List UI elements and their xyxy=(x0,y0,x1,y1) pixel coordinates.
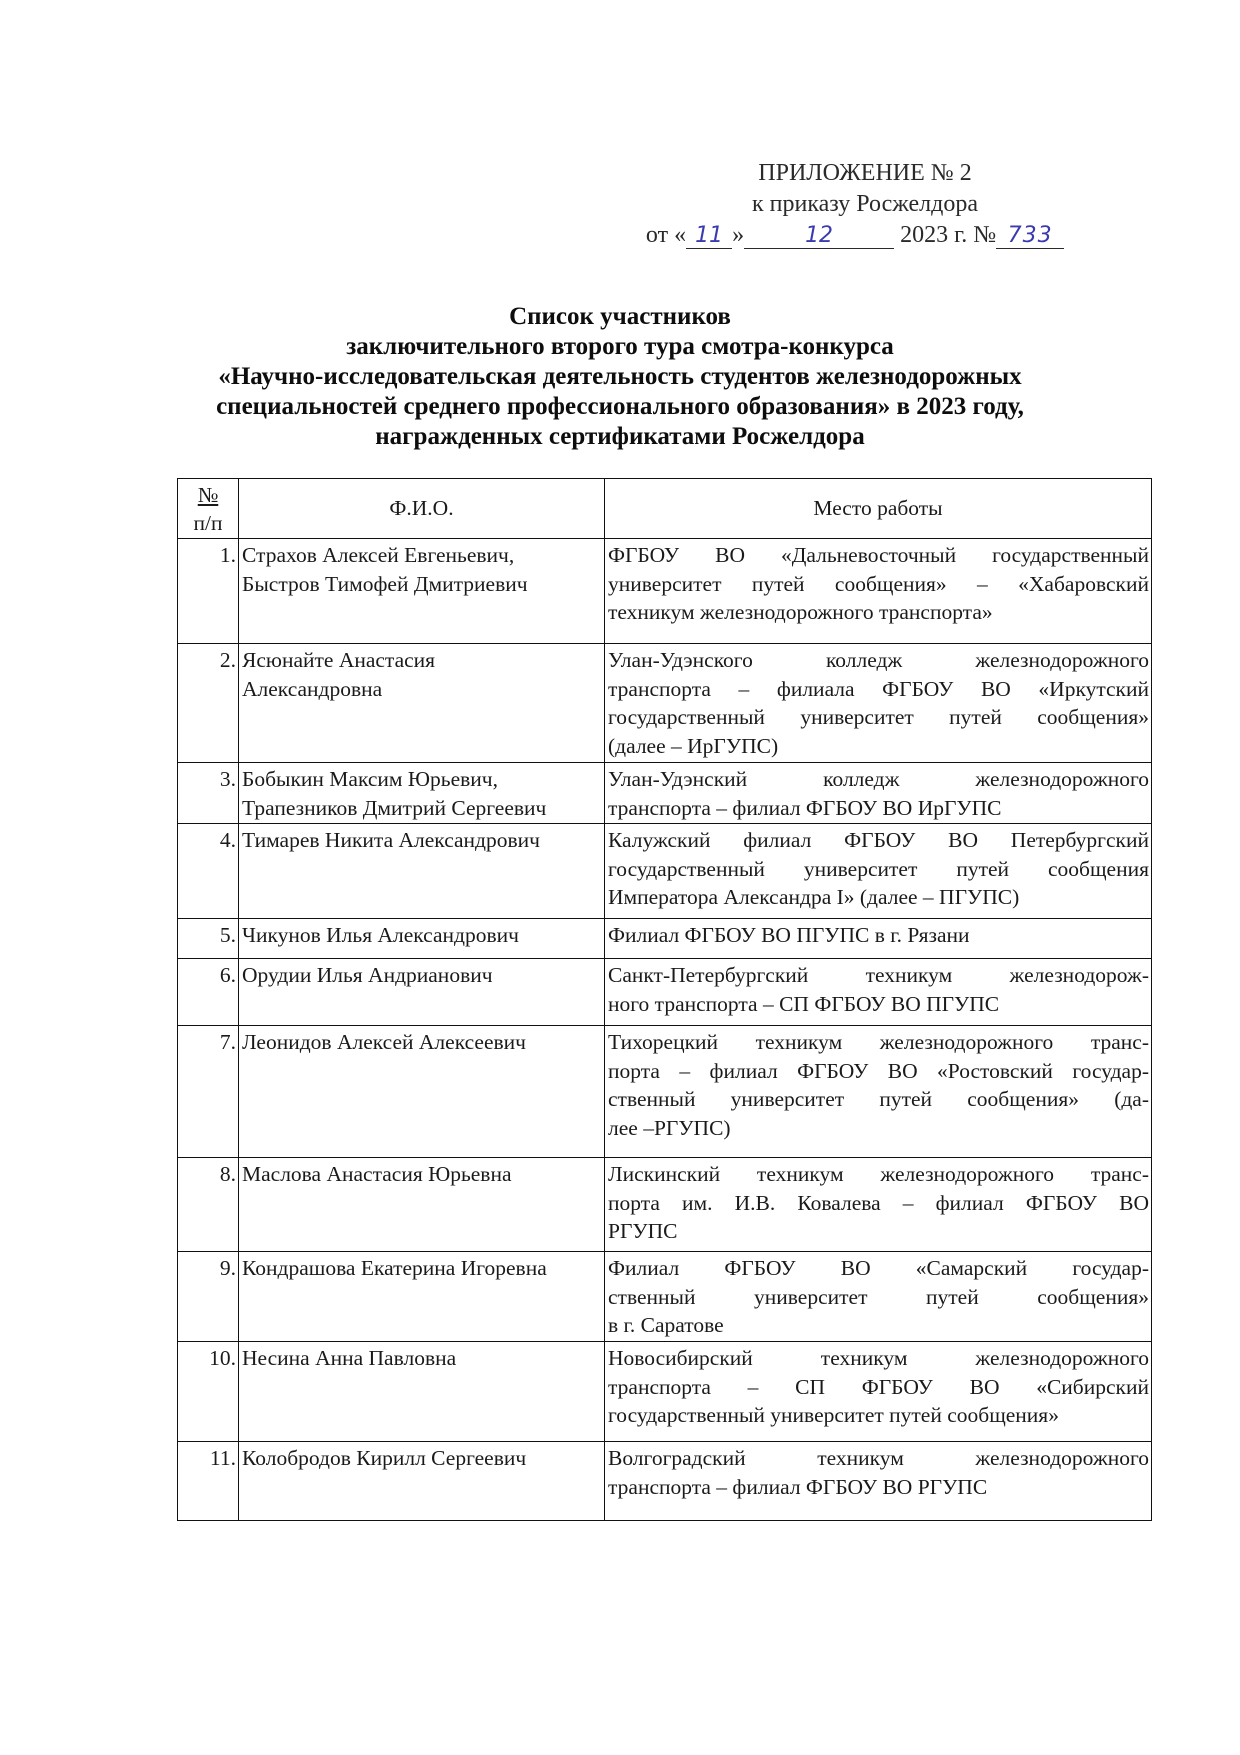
row-workplace: Санкт-Петербургский техникум железнодорож- ного транспорта – СП ФГБОУ ВО ПГУПС xyxy=(605,959,1152,1026)
row-name: Орудии Илья Андрианович xyxy=(239,959,605,1026)
row-name: Леонидов Алексей Алексеевич xyxy=(239,1026,605,1158)
handwritten-order-number: 733 xyxy=(996,224,1064,249)
row-number: 7. xyxy=(178,1026,239,1158)
row-workplace: Улан-Удэнского колледж железнодорожного транспорта – филиала ФГБОУ ВО «Иркутский государственный университет путей сообщения» (далее – ИрГУПС) xyxy=(605,644,1152,763)
row-number: 2. xyxy=(178,644,239,763)
row-workplace: ФГБОУ ВО «Дальневосточный государственный университет путей сообщения» – «Хабаровский техникум железнодорожного транспорта» xyxy=(605,539,1152,644)
row-name: Чикунов Илья Александрович xyxy=(239,919,605,959)
year-text: 2023 г. № xyxy=(900,222,997,248)
table-row xyxy=(178,1442,1152,1521)
appendix-title: ПРИЛОЖЕНИЕ № 2 xyxy=(758,160,972,186)
row-number: 11. xyxy=(178,1442,239,1521)
table-row xyxy=(178,644,1152,763)
table-row xyxy=(178,1026,1152,1158)
title-line: Список участников xyxy=(509,303,731,330)
row-name: Несина Анна Павловна xyxy=(239,1342,605,1442)
title-line: награжденных сертификатами Росжелдора xyxy=(375,423,865,450)
row-name: Бобыкин Максим Юрьевич, Трапезников Дмитрий Сергеевич xyxy=(239,763,605,824)
row-workplace: Филиал ФГБОУ ВО ПГУПС в г. Рязани xyxy=(605,919,1152,959)
header-full-name: Ф.И.О. xyxy=(239,479,605,539)
row-number: 1. xyxy=(178,539,239,644)
title-line: специальностей среднего профессионального образования» в 2023 году, xyxy=(216,393,1024,420)
row-name: Страхов Алексей Евгеньевич, Быстров Тимофей Дмитриевич xyxy=(239,539,605,644)
table-row xyxy=(178,539,1152,644)
table-row xyxy=(178,959,1152,1026)
handwritten-day: 11 xyxy=(686,224,732,249)
row-name: Кондрашова Екатерина Игоревна xyxy=(239,1252,605,1342)
row-workplace: Лискинский техникум железнодорожного транс- порта им. И.В. Ковалева – филиал ФГБОУ ВО РГУПС xyxy=(605,1158,1152,1252)
row-number: 5. xyxy=(178,919,239,959)
row-number: 10. xyxy=(178,1342,239,1442)
order-date-line xyxy=(640,220,1090,251)
date-day-suffix: » xyxy=(732,222,745,248)
table-row xyxy=(178,763,1152,824)
row-workplace: Новосибирский техникум железнодорожного транспорта – СП ФГБОУ ВО «Сибирский государственный университет путей сообщения» xyxy=(605,1342,1152,1442)
row-name: Тимарев Никита Александрович xyxy=(239,824,605,919)
row-workplace: Тихорецкий техникум железнодорожного транс- порта – филиал ФГБОУ ВО «Ростовский государ- ственный университет путей сообщения» (да- лее –РГУПС) xyxy=(605,1026,1152,1158)
table-row xyxy=(178,1252,1152,1342)
row-workplace: Улан-Удэнский колледж железнодорожного транспорта – филиал ФГБОУ ВО ИрГУПС xyxy=(605,763,1152,824)
row-name: Маслова Анастасия Юрьевна xyxy=(239,1158,605,1252)
document-title xyxy=(150,302,1090,452)
row-number: 4. xyxy=(178,824,239,919)
row-number: 6. xyxy=(178,959,239,1026)
row-workplace: Филиал ФГБОУ ВО «Самарский государ- ственный университет путей сообщения» в г. Саратове xyxy=(605,1252,1152,1342)
table-row xyxy=(178,824,1152,919)
appendix-header xyxy=(640,158,1090,251)
row-number: 3. xyxy=(178,763,239,824)
header-number: № п/п xyxy=(178,479,239,539)
header-workplace: Место работы xyxy=(605,479,1152,539)
row-workplace: Калужский филиал ФГБОУ ВО Петербургский государственный университет путей сообщения Императора Александра I» (далее – ПГУПС) xyxy=(605,824,1152,919)
table-row xyxy=(178,1158,1152,1252)
row-number: 8. xyxy=(178,1158,239,1252)
participants-table xyxy=(177,478,1152,1521)
table-row xyxy=(178,1342,1152,1442)
row-name: Ясюнайте Анастасия Александровна xyxy=(239,644,605,763)
title-line: заключительного второго тура смотра-конкурса xyxy=(346,333,894,360)
handwritten-month: 12 xyxy=(744,224,894,249)
row-name: Колобродов Кирилл Сергеевич xyxy=(239,1442,605,1521)
title-line: «Научно-исследовательская деятельность студентов железнодорожных xyxy=(218,363,1022,390)
row-workplace: Волгоградский техникум железнодорожного транспорта – филиал ФГБОУ ВО РГУПС xyxy=(605,1442,1152,1521)
appendix-subtitle: к приказу Росжелдора xyxy=(751,191,979,217)
table-row xyxy=(178,919,1152,959)
table-header-row xyxy=(178,479,1152,539)
date-prefix: от « xyxy=(645,222,687,248)
row-number: 9. xyxy=(178,1252,239,1342)
